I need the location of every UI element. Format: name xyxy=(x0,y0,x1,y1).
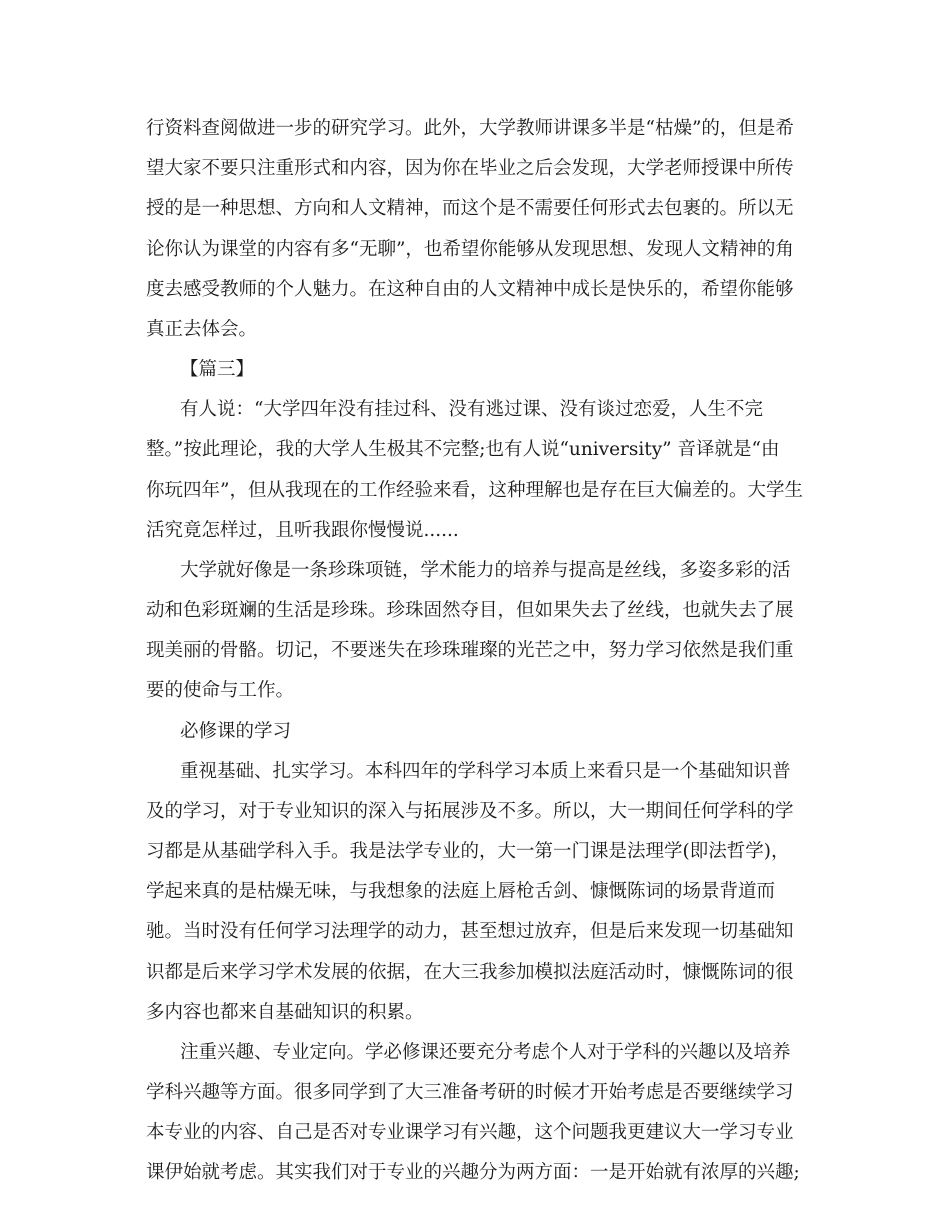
text-line: 多内容也都来自基础知识的积累。 xyxy=(146,1002,424,1023)
text-line: 要的使命与工作。 xyxy=(146,680,295,701)
text-line: 整。”按此理论，我的大学人生极其不完整;也有人说“university” 音译就是“由 xyxy=(146,439,780,460)
text-line: 识都是后来学习学术发展的依据，在大三我参加模拟法庭活动时，慷慨陈词的很 xyxy=(146,962,794,983)
text-line: 及的学习，对于专业知识的深入与拓展涉及不多。所以，大一期间任何学科的学 xyxy=(146,801,794,822)
text-line: 学科兴趣等方面。很多同学到了大三准备考研的时候才开始考虑是否要继续学习 xyxy=(146,1082,794,1103)
text-line: 望大家不要只注重形式和内容，因为你在毕业之后会发现，大学老师授课中所传 xyxy=(146,158,794,179)
text-line: 现美丽的骨骼。切记，不要迷失在珍珠璀璨的光芒之中，努力学习依然是我们重 xyxy=(146,640,794,661)
text-line: 度去感受教师的个人魅力。在这种自由的人文精神中成长是快乐的，希望你能够 xyxy=(146,279,794,300)
text-line: 真正去体会。 xyxy=(146,319,258,340)
section-heading: 【篇三】 xyxy=(180,359,255,380)
text-line: 行资料查阅做进一步的研究学习。此外，大学教师讲课多半是“枯燥”的，但是希 xyxy=(146,118,794,139)
text-line: 驰。当时没有任何学习法理学的动力，甚至想过放弃，但是后来发现一切基础知 xyxy=(146,921,794,942)
text-line: 大学就好像是一条珍珠项链，学术能力的培养与提高是丝线，多姿多彩的活 xyxy=(180,560,791,581)
subsection-heading: 必修课的学习 xyxy=(180,721,292,742)
text-line: 本专业的内容、自己是否对专业课学习有兴趣，这个问题我更建议大一学习专业 xyxy=(146,1122,794,1143)
text-line: 论你认为课堂的内容有多“无聊”，也希望你能够从发现思想、发现人文精神的角 xyxy=(146,239,794,260)
text-line: 你玩四年”，但从我现在的工作经验来看，这种理解也是存在巨大偏差的。大学生 xyxy=(146,480,803,501)
text-line: 有人说：“大学四年没有挂过科、没有逃过课、没有谈过恋爱，人生不完 xyxy=(180,399,763,420)
text-line: 课伊始就考虑。其实我们对于专业的兴趣分为两方面：一是开始就有浓厚的兴趣; xyxy=(146,1162,800,1183)
text-line: 注重兴趣、专业定向。学必修课还要充分考虑个人对于学科的兴趣以及培养 xyxy=(180,1042,791,1063)
text-line: 授的是一种思想、方向和人文精神，而这个是不需要任何形式去包裹的。所以无 xyxy=(146,198,794,219)
text-line: 活究竟怎样过，且听我跟你慢慢说...... xyxy=(146,520,459,541)
text-line: 习都是从基础学科入手。我是法学专业的，大一第一门课是法理学(即法哲学)， xyxy=(146,841,790,862)
text-line: 学起来真的是枯燥无味，与我想象的法庭上唇枪舌剑、慷慨陈词的场景背道而 xyxy=(146,881,776,902)
text-line: 动和色彩斑斓的生活是珍珠。珍珠固然夺目，但如果失去了丝线，也就失去了展 xyxy=(146,600,794,621)
text-line: 重视基础、扎实学习。本科四年的学科学习本质上来看只是一个基础知识普 xyxy=(180,761,791,782)
